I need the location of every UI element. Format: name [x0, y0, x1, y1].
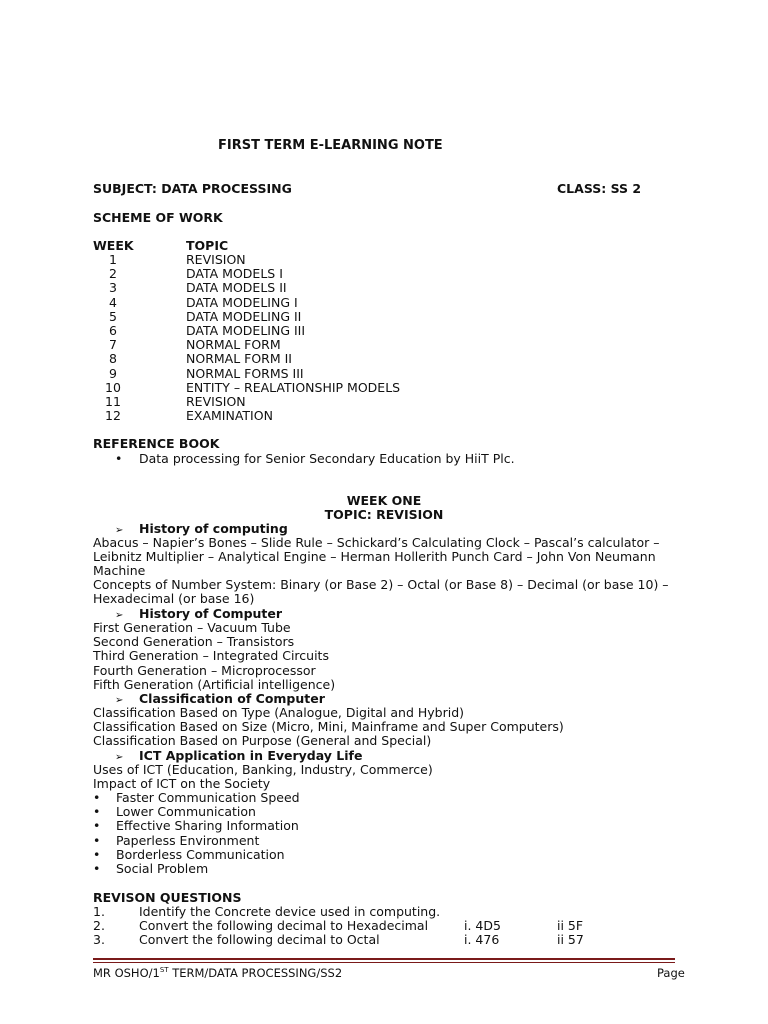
week-topic: NORMAL FORM: [186, 337, 281, 353]
generation-list: [93, 621, 335, 692]
question-option-b: ii 5F: [557, 918, 584, 934]
question-item: [93, 933, 693, 947]
week-topic: DATA MODELS II: [186, 280, 287, 296]
classification-item: Classification Based on Purpose (General and Special): [93, 733, 432, 749]
impact-item: Faster Communication Speed: [116, 790, 300, 805]
scheme-row: [93, 352, 493, 366]
section-title: Classification of Computer: [139, 691, 325, 706]
impact-item: Borderless Communication: [116, 846, 285, 862]
number-system-text: Concepts of Number System: Binary (or Base 2) – Octal (or Base 8) – Decimal (or base 10) – Hexadecimal (or base 16): [93, 577, 669, 607]
week-topic: DATA MODELING II: [186, 308, 302, 324]
arrow-bullet-icon: ➢: [115, 695, 124, 706]
footer-author: MR OSHO/1: [93, 966, 160, 980]
scheme-row: [93, 381, 493, 395]
reference-heading: REFERENCE BOOK: [93, 436, 220, 451]
question-option-a: i. 4D5: [464, 918, 501, 934]
bullet-icon: •: [93, 832, 101, 848]
classification-item: Classification Based on Size (Micro, Mini, Mainframe and Super Computers): [93, 719, 564, 735]
scheme-table: [93, 253, 493, 423]
impact-item: Effective Sharing Information: [116, 818, 299, 834]
generation-item: Fifth Generation (Artificial intelligence): [93, 676, 336, 692]
week-number: 1: [109, 252, 117, 267]
revision-heading: REVISON QUESTIONS: [93, 890, 242, 905]
scheme-row: [93, 267, 493, 281]
bullet-icon: •: [93, 846, 101, 862]
footer-course: TERM/DATA PROCESSING/SS2: [168, 966, 343, 980]
computing-history-text: Abacus – Napier’s Bones – Slide Rule – Schickard’s Calculating Clock – Pascal’s calculator – Leibnitz Multiplier – Analytical Engine – Herman Hollerith Punch Card – John Von Neumann Machine: [93, 535, 660, 579]
footer-divider: [93, 958, 675, 960]
week-number: 11: [105, 393, 121, 409]
bullet-icon: •: [93, 860, 101, 876]
bullet-icon: •: [115, 451, 123, 466]
week-column-header: WEEK: [93, 238, 134, 253]
week-topic: NORMAL FORMS III: [186, 365, 304, 381]
scheme-row: [93, 296, 493, 310]
week-number: 10: [105, 379, 121, 395]
section-title: History of computing: [139, 521, 288, 536]
generation-item: Second Generation – Transistors: [93, 634, 295, 650]
scheme-row: [93, 409, 493, 423]
question-list: [93, 905, 693, 948]
week-topic: NORMAL FORM II: [186, 351, 292, 367]
reference-item: Data processing for Senior Secondary Education by HiiT Plc.: [139, 451, 515, 466]
week-topic: REVISION: [186, 393, 246, 409]
week-number: 3: [109, 280, 117, 296]
week-number: 8: [109, 351, 117, 367]
week-topic: DATA MODELING III: [186, 322, 306, 338]
question-number: 3.: [93, 932, 105, 948]
ict-text: [93, 763, 433, 791]
arrow-bullet-icon: ➢: [115, 752, 124, 763]
generation-item: Third Generation – Integrated Circuits: [93, 648, 329, 664]
section-title: History of Computer: [139, 606, 283, 621]
question-text: Convert the following decimal to Octal: [139, 932, 380, 948]
week-topic: EXAMINATION: [186, 408, 273, 424]
question-number: 2.: [93, 918, 105, 934]
question-option-b: ii 57: [557, 932, 584, 948]
generation-item: Fourth Generation – Microprocessor: [93, 662, 316, 678]
scheme-row: [93, 253, 493, 267]
footer-superscript: ST: [159, 966, 169, 975]
week-number: 9: [109, 365, 117, 381]
footer-page: Page: [657, 966, 685, 980]
ict-uses: Uses of ICT (Education, Banking, Industry, Commerce): [93, 762, 433, 777]
question-number: 1.: [93, 904, 105, 919]
week-number: 4: [109, 294, 117, 310]
scheme-row: [93, 367, 493, 381]
scheme-row: [93, 324, 493, 338]
week-topic: DATA MODELS I: [186, 266, 283, 282]
classification-list: [93, 706, 564, 749]
question-item: [93, 905, 693, 919]
scheme-row: [93, 395, 493, 409]
week-one-heading: WEEK ONE: [346, 493, 422, 508]
ict-impact: Impact of ICT on the Society: [93, 776, 271, 792]
scheme-row: [93, 310, 493, 324]
week-topic: ENTITY – REALATIONSHIP MODELS: [186, 379, 401, 395]
section-title: ICT Application in Everyday Life: [139, 748, 363, 763]
classification-item: Classification Based on Type (Analogue, Digital and Hybrid): [93, 705, 465, 720]
arrow-bullet-icon: ➢: [115, 525, 124, 536]
scheme-heading: SCHEME OF WORK: [93, 210, 223, 225]
question-item: [93, 919, 693, 933]
generation-item: First Generation – Vacuum Tube: [93, 620, 291, 635]
week-number: 12: [105, 408, 121, 424]
week-topic: DATA MODELING I: [186, 294, 298, 310]
bullet-icon: •: [93, 804, 101, 820]
impact-item: Social Problem: [116, 860, 209, 876]
week-number: 7: [109, 337, 117, 353]
question-text: Convert the following decimal to Hexadecimal: [139, 918, 429, 934]
week-number: 2: [109, 266, 117, 282]
question-option-a: i. 476: [464, 932, 500, 948]
impact-item: Lower Communication: [116, 804, 256, 820]
question-text: Identify the Concrete device used in computing.: [139, 904, 441, 919]
scheme-row: [93, 281, 493, 295]
bullet-icon: •: [93, 790, 101, 805]
scheme-row: [93, 338, 493, 352]
subject-label: SUBJECT: DATA PROCESSING: [93, 181, 292, 196]
week-topic: REVISION: [186, 252, 246, 267]
week-one-topic: TOPIC: REVISION: [324, 507, 444, 522]
page-title: FIRST TERM E-LEARNING NOTE: [218, 138, 443, 153]
week-number: 6: [109, 322, 117, 338]
bullet-icon: •: [93, 818, 101, 834]
week-number: 5: [109, 308, 117, 324]
topic-column-header: TOPIC: [186, 238, 229, 253]
arrow-bullet-icon: ➢: [115, 610, 124, 621]
impact-item: Paperless Environment: [116, 832, 260, 848]
footer-divider-thin: [93, 962, 675, 963]
footer-left: [93, 966, 342, 980]
class-label: CLASS: SS 2: [557, 181, 642, 196]
